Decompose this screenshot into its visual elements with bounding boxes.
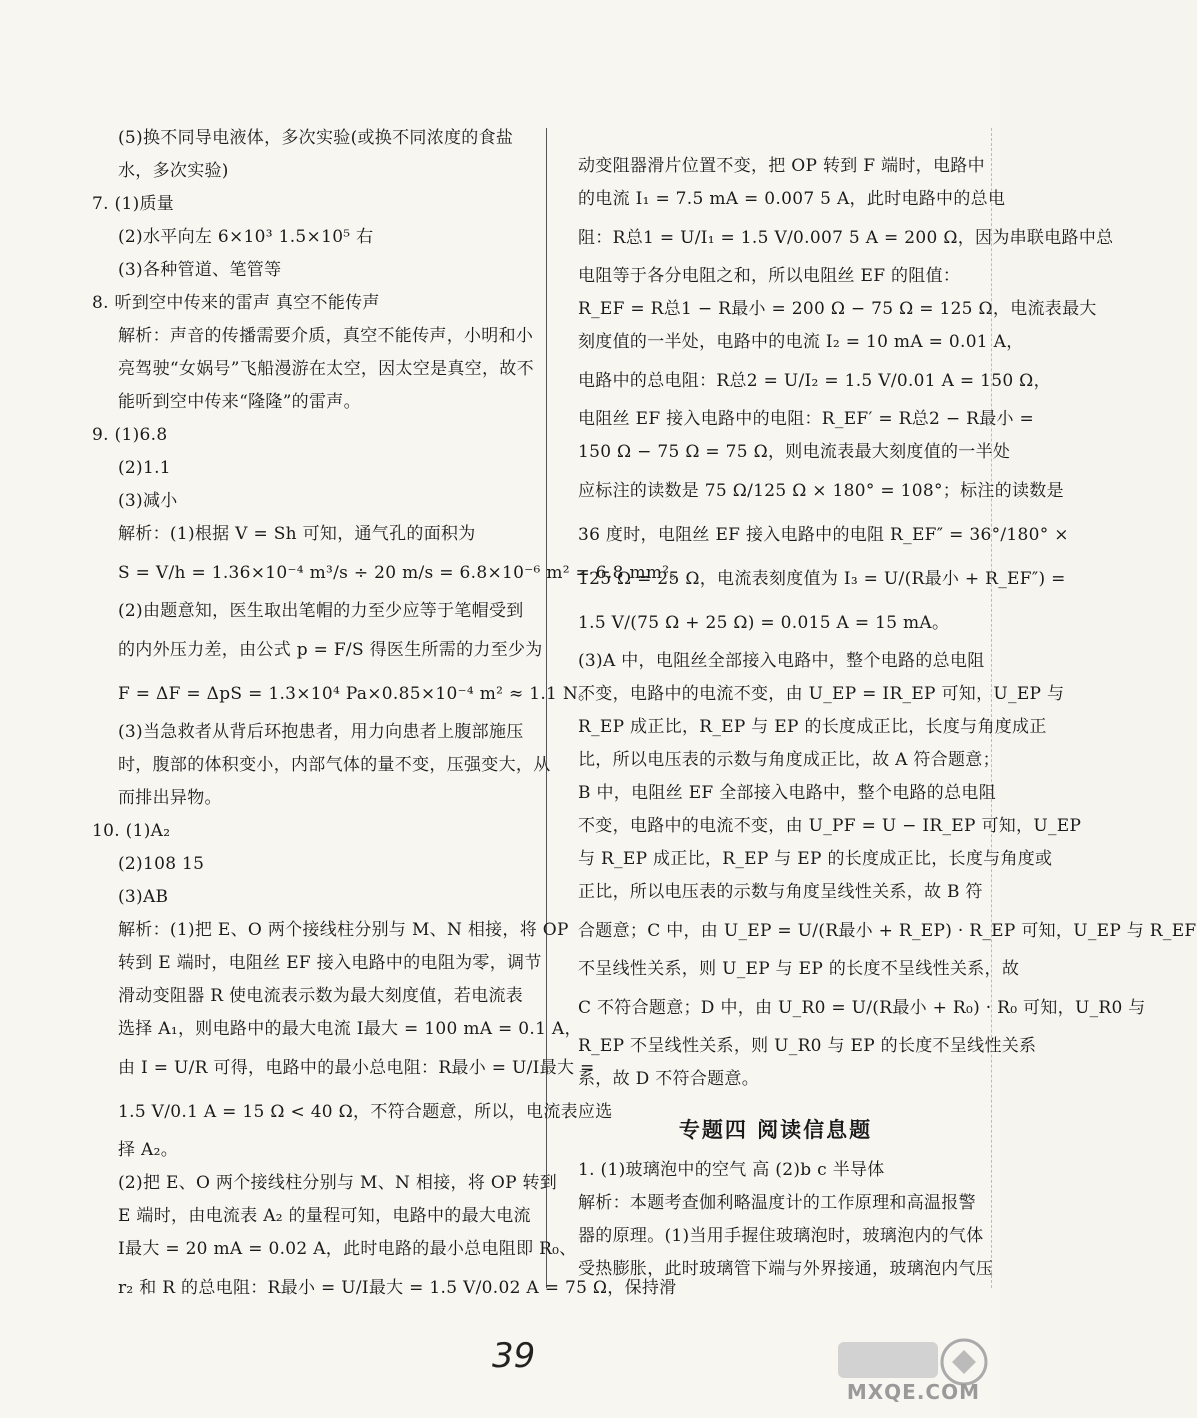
text-line: 器的原理。(1)当用手握住玻璃泡时，玻璃泡内的气体 xyxy=(578,1226,984,1246)
text-line: 不呈线性关系，则 U_EP 与 EP 的长度不呈线性关系，故 xyxy=(578,959,1020,979)
text-line: 选择 A₁，则电路中的最大电流 I最大 = 100 mA = 0.1 A， xyxy=(118,1019,582,1039)
text-line: (2)1.1 xyxy=(118,458,171,478)
text-line: 受热膨胀，此时玻璃管下端与外界接通，玻璃泡内气压 xyxy=(578,1259,994,1279)
text-line: 正比，所以电压表的示数与角度呈线性关系，故 B 符 xyxy=(578,882,983,902)
text-line: 电阻丝 EF 接入电路中的电阻：R_EF′ = R总2 − R最小 = xyxy=(578,409,1035,429)
page-number: 39 xyxy=(492,1336,536,1376)
text-line: (3)当急救者从背后环抱患者，用力向患者上腹部施压 xyxy=(118,722,524,742)
text-line: 9. (1)6.8 xyxy=(92,425,168,445)
text-line: I最大 = 20 mA = 0.02 A，此时电路的最小总电阻即 R₀、 xyxy=(118,1239,577,1259)
text-line: 亮驾驶“女娲号”飞船漫游在太空，因太空是真空，故不 xyxy=(118,359,534,379)
text-line: S = V/h = 1.36×10⁻⁴ m³/s ÷ 20 m/s = 6.8×10⁻⁶ m² = 6.8 mm²。 xyxy=(118,563,687,583)
text-line: 电路中的总电阻：R总2 = U/I₂ = 1.5 V/0.01 A = 150 Ω， xyxy=(578,371,1051,391)
text-line: 不变，电路中的电流不变，由 U_EP = IR_EP 可知，U_EP 与 xyxy=(578,684,1065,704)
text-line: 的内外压力差，由公式 p = F/S 得医生所需的力至少为 xyxy=(118,640,543,660)
text-line: 1.5 V/(75 Ω + 25 Ω) = 0.015 A = 15 mA。 xyxy=(578,613,950,633)
text-line: F = ΔF = ΔpS = 1.3×10⁴ Pa×0.85×10⁻⁴ m² ≈ 1.1 N。 xyxy=(118,684,596,704)
text-line: 36 度时，电阻丝 EF 接入电路中的电阻 R_EF″ = 36°/180° × xyxy=(578,525,1069,545)
right-column xyxy=(578,150,1197,1286)
text-line: 8. 听到空中传来的雷声 真空不能传声 xyxy=(92,293,380,313)
text-line: 水，多次实验) xyxy=(118,161,229,181)
text-line: 比，所以电压表的示数与角度成正比，故 A 符合题意； xyxy=(578,750,1000,770)
text-line: R_EP 不呈线性关系，则 U_R0 与 EP 的长度不呈线性关系 xyxy=(578,1036,1037,1056)
section-heading: 专题四 阅读信息题 xyxy=(678,1118,873,1142)
text-line: (3)AB xyxy=(118,887,169,907)
text-line: (2)108 15 xyxy=(118,854,205,874)
text-line: R_EF = R总1 − R最小 = 200 Ω − 75 Ω = 125 Ω，电流表最大 xyxy=(578,299,1097,319)
text-line: 刻度值的一半处，电路中的电流 I₂ = 10 mA = 0.01 A， xyxy=(578,332,1024,352)
text-line: 1.5 V/0.1 A = 15 Ω < 40 Ω，不符合题意，所以，电流表应选 xyxy=(118,1102,613,1122)
text-line: 1. (1)玻璃泡中的空气 高 (2)b c 半导体 xyxy=(578,1160,885,1180)
text-line: 应标注的读数是 75 Ω/125 Ω × 180° = 108°；标注的读数是 xyxy=(578,481,1064,501)
text-line: 能听到空中传来“隆隆”的雷声。 xyxy=(118,392,361,412)
text-line: 解析：声音的传播需要介质，真空不能传声，小明和小 xyxy=(118,326,534,346)
text-line: E 端时，由电流表 A₂ 的量程可知，电路中的最大电流 xyxy=(118,1206,531,1226)
text-line: 滑动变阻器 R 使电流表示数为最大刻度值，若电流表 xyxy=(118,986,524,1006)
text-line: 解析：(1)把 E、O 两个接线柱分别与 M、N 相接，将 OP xyxy=(118,920,569,940)
text-line: C 不符合题意；D 中，由 U_R0 = U/(R最小 + R₀) · R₀ 可知，U_R0 与 xyxy=(578,998,1146,1018)
text-line: 125 Ω = 25 Ω，电流表刻度值为 I₃ = U/(R最小 + R_EF″) = xyxy=(578,569,1066,589)
text-line: 电阻等于各分电阻之和，所以电阻丝 EF 的阻值： xyxy=(578,266,961,286)
right-column-section-four xyxy=(578,1154,994,1286)
text-line: (2)由题意知，医生取出笔帽的力至少应等于笔帽受到 xyxy=(118,601,524,621)
watermark-logo xyxy=(824,1332,992,1410)
right-column-answers xyxy=(578,150,1197,1096)
text-line: (2)水平向左 6×10³ 1.5×10⁵ 右 xyxy=(118,227,374,247)
text-line: 时，腹部的体积变小，内部气体的量不变，压强变大，从 xyxy=(118,755,551,775)
text-line: (3)各种管道、笔管等 xyxy=(118,260,282,280)
text-line: 不变，电路中的电流不变，由 U_PF = U − IR_EP 可知，U_EP xyxy=(578,816,1082,836)
text-line: 转到 E 端时，电阻丝 EF 接入电路中的电阻为零，调节 xyxy=(118,953,542,973)
text-line: 与 R_EP 成正比，R_EP 与 EP 的长度成正比，长度与角度或 xyxy=(578,849,1053,869)
text-line: 合题意；C 中，由 U_EP = U/(R最小 + R_EP) · R_EP 可知，U_EP 与 R_EF xyxy=(578,921,1197,941)
text-line: 而排出异物。 xyxy=(118,788,222,808)
text-line: (2)把 E、O 两个接线柱分别与 M、N 相接，将 OP 转到 xyxy=(118,1173,558,1193)
text-line: 的电流 I₁ = 7.5 mA = 0.007 5 A，此时电路中的总电 xyxy=(578,189,1006,209)
text-line: 7. (1)质量 xyxy=(92,194,175,214)
text-line: 由 I = U/R 可得，电路中的最小总电阻：R最小 = U/I最大 = xyxy=(118,1058,595,1078)
text-line: 择 A₂。 xyxy=(118,1140,178,1160)
text-line: 解析：(1)根据 V = Sh 可知，通气孔的面积为 xyxy=(118,524,476,544)
text-line: R_EP 成正比，R_EP 与 EP 的长度成正比，长度与角度成正 xyxy=(578,717,1047,737)
text-line: 动变阻器滑片位置不变，把 OP 转到 F 端时，电路中 xyxy=(578,156,985,176)
text-line: 10. (1)A₂ xyxy=(92,821,171,841)
text-line: (3)A 中，电阻丝全部接入电路中，整个电路的总电阻 xyxy=(578,651,985,671)
text-line: (5)换不同导电液体，多次实验(或换不同浓度的食盐 xyxy=(118,128,514,148)
watermark-text: MXQE.COM xyxy=(846,1380,980,1404)
text-line: r₂ 和 R 的总电阻：R最小 = U/I最大 = 1.5 V/0.02 A = 75 Ω，保持滑 xyxy=(118,1278,677,1298)
text-line: (3)减小 xyxy=(118,491,178,511)
text-line: 解析：本题考查伽利略温度计的工作原理和高温报警 xyxy=(578,1193,976,1213)
text-line: 系，故 D 不符合题意。 xyxy=(578,1069,760,1089)
text-line: B 中，电阻丝 EF 全部接入电路中，整个电路的总电阻 xyxy=(578,783,997,803)
text-line: 阻：R总1 = U/I₁ = 1.5 V/0.007 5 A = 200 Ω，因为串联电路中总 xyxy=(578,228,1114,248)
text-line: 150 Ω − 75 Ω = 75 Ω，则电流表最大刻度值的一半处 xyxy=(578,442,1011,462)
